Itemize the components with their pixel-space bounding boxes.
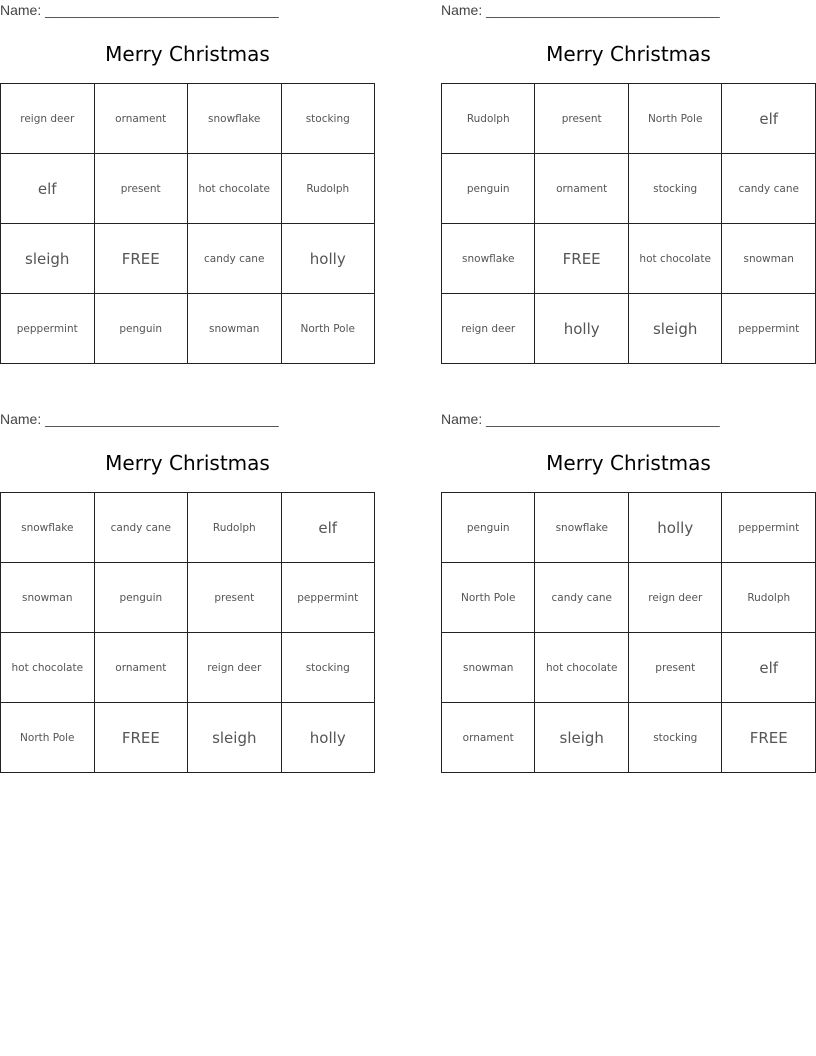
bingo-row	[442, 224, 816, 294]
card-title: Merry Christmas	[546, 451, 711, 475]
bingo-cell[interactable]: peppermint	[722, 493, 816, 563]
bingo-cell[interactable]: holly	[535, 294, 628, 364]
bingo-grid	[0, 83, 375, 364]
bingo-cell[interactable]: holly	[281, 224, 375, 294]
bingo-row	[442, 563, 816, 633]
bingo-cell[interactable]: stocking	[628, 154, 722, 224]
bingo-row	[1, 633, 375, 703]
bingo-cell[interactable]: holly	[629, 493, 722, 563]
bingo-cell[interactable]: elf	[722, 84, 816, 154]
bingo-cell[interactable]: candy cane	[187, 224, 281, 294]
bingo-cell[interactable]: Rudolph	[188, 493, 281, 563]
bingo-cell[interactable]: candy cane	[722, 154, 816, 224]
bingo-cell[interactable]: snowflake	[535, 493, 629, 563]
bingo-row	[1, 224, 375, 294]
bingo-row	[1, 563, 375, 633]
card-title: Merry Christmas	[105, 42, 270, 66]
bingo-cell[interactable]: North Pole	[281, 294, 375, 364]
bingo-cell[interactable]: sleigh	[1, 224, 95, 294]
free-space[interactable]: FREE	[722, 703, 816, 773]
bingo-cell[interactable]: present	[535, 84, 628, 154]
bingo-cell[interactable]: snowflake	[442, 224, 535, 294]
free-space[interactable]: FREE	[94, 224, 187, 294]
bingo-cell[interactable]: candy cane	[535, 563, 629, 633]
bingo-cell[interactable]: peppermint	[1, 294, 95, 364]
bingo-cell[interactable]: penguin	[442, 154, 535, 224]
bingo-row	[442, 84, 816, 154]
bingo-cell[interactable]: holly	[281, 703, 375, 773]
bingo-cell[interactable]: ornament	[535, 154, 628, 224]
bingo-cell[interactable]: snowman	[1, 563, 95, 633]
free-space[interactable]: FREE	[94, 703, 187, 773]
bingo-cell[interactable]: peppermint	[722, 294, 816, 364]
bingo-row	[442, 294, 816, 364]
bingo-cell[interactable]: hot chocolate	[628, 224, 722, 294]
bingo-cell[interactable]: present	[188, 563, 281, 633]
free-space[interactable]: FREE	[535, 224, 628, 294]
bingo-cell[interactable]: hot chocolate	[1, 633, 95, 703]
bingo-row	[1, 84, 375, 154]
bingo-row	[442, 493, 816, 563]
bingo-cell[interactable]: stocking	[281, 84, 375, 154]
bingo-cell[interactable]: stocking	[629, 703, 722, 773]
bingo-cell[interactable]: peppermint	[281, 563, 375, 633]
bingo-cell[interactable]: reign deer	[442, 294, 535, 364]
bingo-cell[interactable]: snowman	[442, 633, 535, 703]
bingo-cell[interactable]: present	[629, 633, 722, 703]
bingo-cell[interactable]: reign deer	[1, 84, 95, 154]
bingo-cell[interactable]: present	[94, 154, 187, 224]
bingo-cell[interactable]: sleigh	[535, 703, 629, 773]
bingo-cell[interactable]: ornament	[94, 84, 187, 154]
bingo-row	[1, 493, 375, 563]
bingo-cell[interactable]: reign deer	[629, 563, 722, 633]
bingo-cell[interactable]: Rudolph	[722, 563, 816, 633]
bingo-row	[1, 703, 375, 773]
bingo-grid	[441, 83, 816, 364]
bingo-cell[interactable]: penguin	[442, 493, 535, 563]
bingo-cell[interactable]: elf	[281, 493, 375, 563]
bingo-row	[1, 154, 375, 224]
bingo-cell[interactable]: Rudolph	[281, 154, 375, 224]
bingo-cell[interactable]: ornament	[94, 633, 187, 703]
bingo-cell[interactable]: reign deer	[188, 633, 281, 703]
bingo-cell[interactable]: penguin	[94, 563, 187, 633]
name-field[interactable]: Name: ______________________________	[441, 2, 720, 18]
name-field[interactable]: Name: ______________________________	[0, 411, 279, 427]
bingo-cell[interactable]: stocking	[281, 633, 375, 703]
bingo-cell[interactable]: snowflake	[1, 493, 95, 563]
card-title: Merry Christmas	[546, 42, 711, 66]
bingo-cell[interactable]: ornament	[442, 703, 535, 773]
card-title: Merry Christmas	[105, 451, 270, 475]
bingo-grid	[0, 492, 375, 773]
bingo-cell[interactable]: North Pole	[628, 84, 722, 154]
bingo-row	[442, 154, 816, 224]
bingo-row	[442, 703, 816, 773]
bingo-cell[interactable]: snowflake	[187, 84, 281, 154]
bingo-cell[interactable]: North Pole	[1, 703, 95, 773]
bingo-cell[interactable]: North Pole	[442, 563, 535, 633]
bingo-cell[interactable]: hot chocolate	[187, 154, 281, 224]
bingo-cell[interactable]: snowman	[187, 294, 281, 364]
bingo-cell[interactable]: elf	[722, 633, 816, 703]
bingo-cell[interactable]: candy cane	[94, 493, 187, 563]
bingo-cell[interactable]: snowman	[722, 224, 816, 294]
bingo-cell[interactable]: penguin	[94, 294, 187, 364]
bingo-cell[interactable]: hot chocolate	[535, 633, 629, 703]
name-field[interactable]: Name: ______________________________	[0, 2, 279, 18]
name-field[interactable]: Name: ______________________________	[441, 411, 720, 427]
bingo-cell[interactable]: sleigh	[188, 703, 281, 773]
bingo-row	[1, 294, 375, 364]
bingo-cell[interactable]: sleigh	[628, 294, 722, 364]
bingo-grid	[441, 492, 816, 773]
bingo-cell[interactable]: Rudolph	[442, 84, 535, 154]
bingo-row	[442, 633, 816, 703]
bingo-cell[interactable]: elf	[1, 154, 95, 224]
